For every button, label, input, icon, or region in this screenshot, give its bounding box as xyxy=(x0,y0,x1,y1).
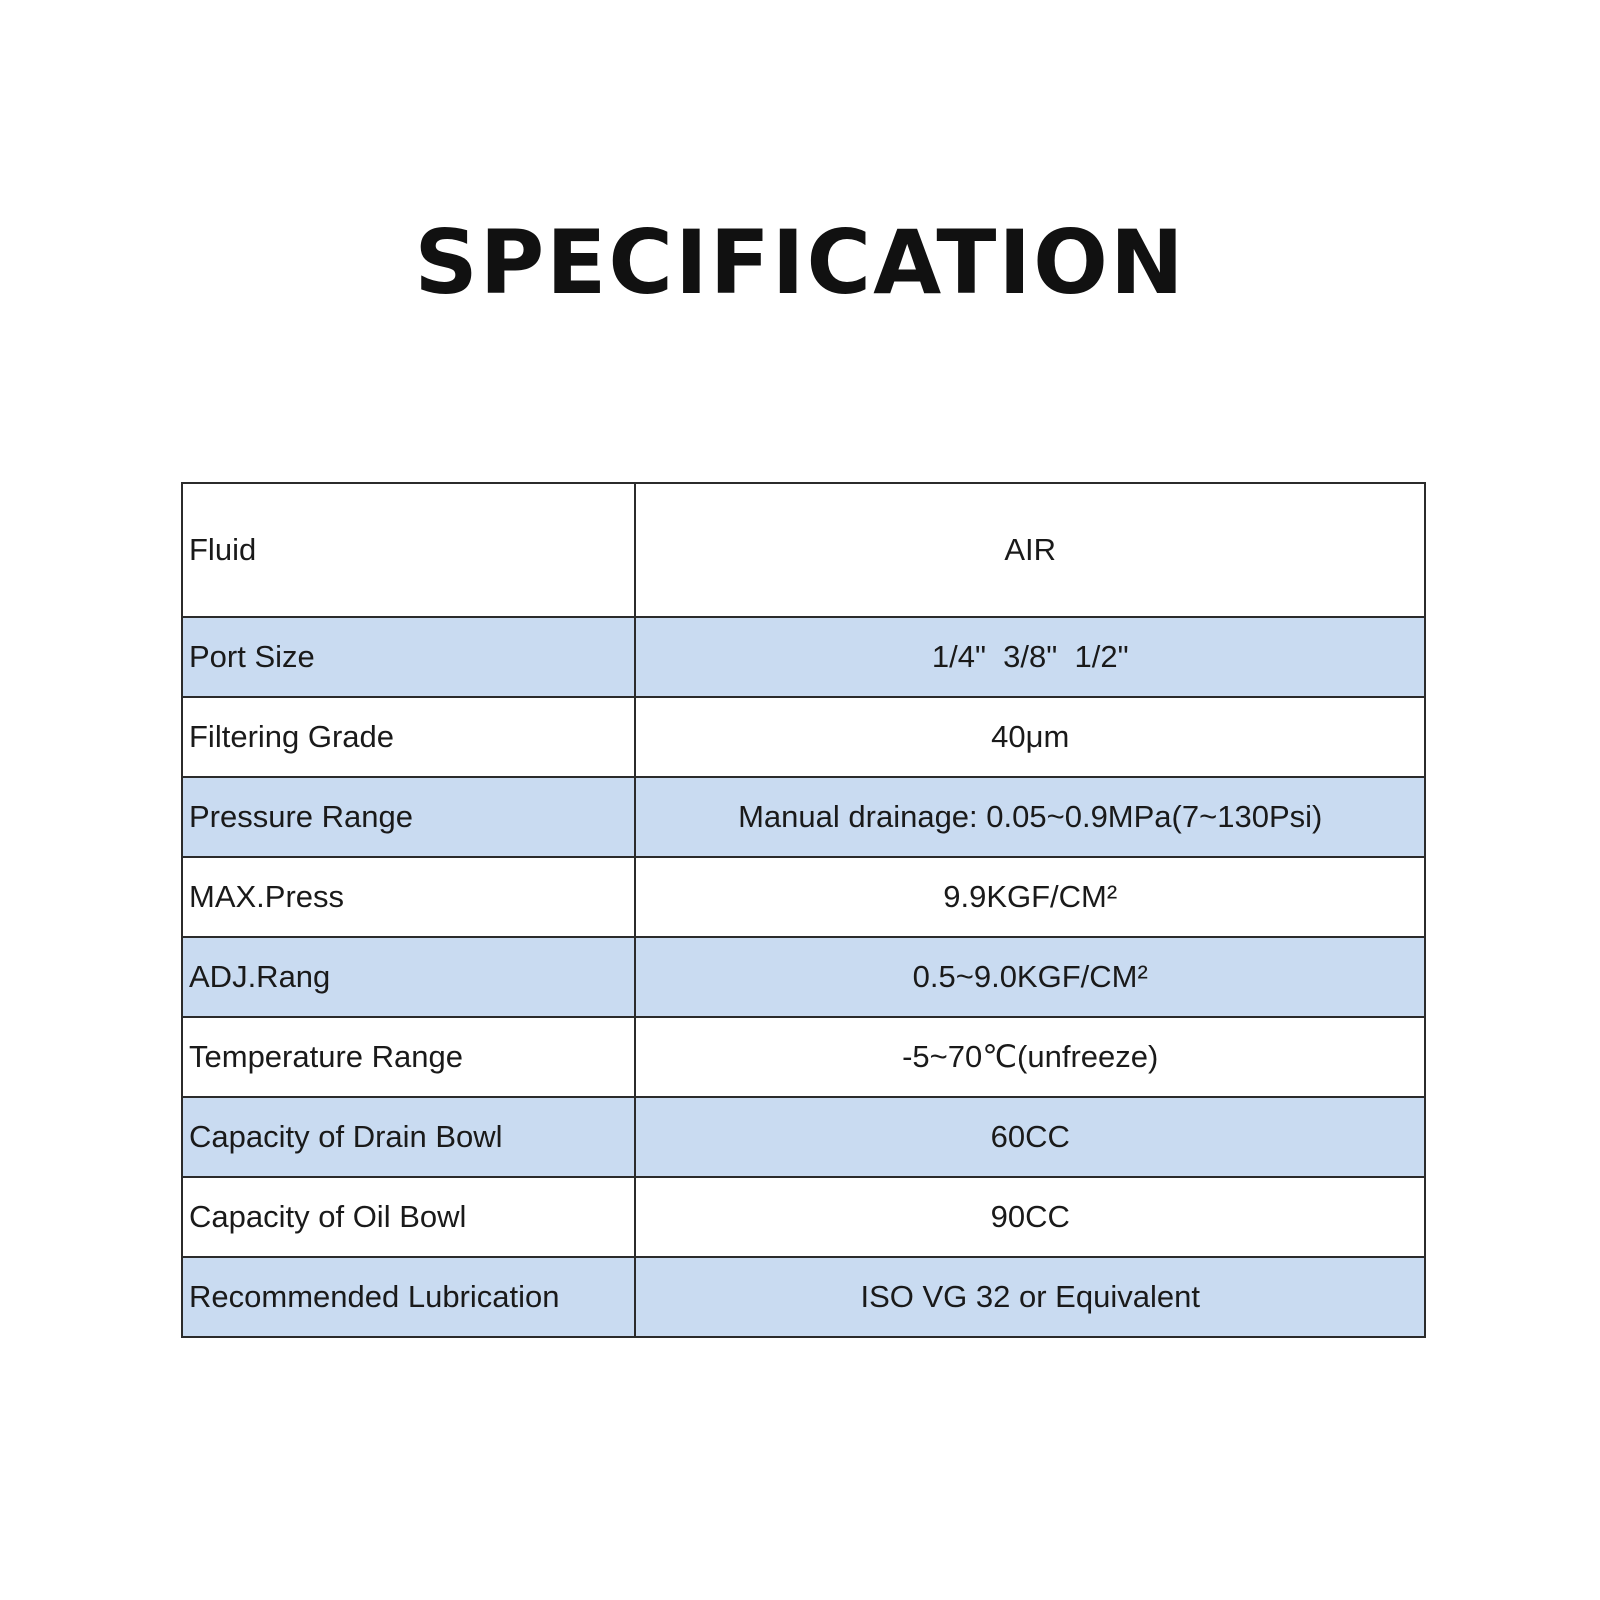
row-value: AIR xyxy=(635,483,1425,617)
row-label: Capacity of Oil Bowl xyxy=(182,1177,635,1257)
table-row-pressure-range xyxy=(182,777,1425,857)
table-row-filtering-grade xyxy=(182,697,1425,777)
table-row-drain-bowl-capacity xyxy=(182,1097,1425,1177)
row-label: Temperature Range xyxy=(182,1017,635,1097)
row-value: -5~70℃(unfreeze) xyxy=(635,1017,1425,1097)
row-label: Pressure Range xyxy=(182,777,635,857)
row-value: 9.9KGF/CM² xyxy=(635,857,1425,937)
row-value: ISO VG 32 or Equivalent xyxy=(635,1257,1425,1337)
table-row-recommended-lubrication xyxy=(182,1257,1425,1337)
row-label: ADJ.Rang xyxy=(182,937,635,1017)
row-label: Filtering Grade xyxy=(182,697,635,777)
page-title: SPECIFICATION xyxy=(414,211,1186,314)
row-value: 60CC xyxy=(635,1097,1425,1177)
row-label: Capacity of Drain Bowl xyxy=(182,1097,635,1177)
table-row-temperature-range xyxy=(182,1017,1425,1097)
table-row-adj-rang xyxy=(182,937,1425,1017)
row-label: Port Size xyxy=(182,617,635,697)
row-value: 0.5~9.0KGF/CM² xyxy=(635,937,1425,1017)
row-label: Recommended Lubrication xyxy=(182,1257,635,1337)
row-value: Manual drainage: 0.05~0.9MPa(7~130Psi) xyxy=(635,777,1425,857)
row-value: 90CC xyxy=(635,1177,1425,1257)
row-value: 40μm xyxy=(635,697,1425,777)
table-row-max-press xyxy=(182,857,1425,937)
table-row-oil-bowl-capacity xyxy=(182,1177,1425,1257)
table-row-fluid xyxy=(182,483,1425,617)
specification-table xyxy=(181,482,1426,1338)
row-label: MAX.Press xyxy=(182,857,635,937)
row-value: 1/4" 3/8" 1/2" xyxy=(635,617,1425,697)
table-row-port-size xyxy=(182,617,1425,697)
row-label: Fluid xyxy=(182,483,635,617)
